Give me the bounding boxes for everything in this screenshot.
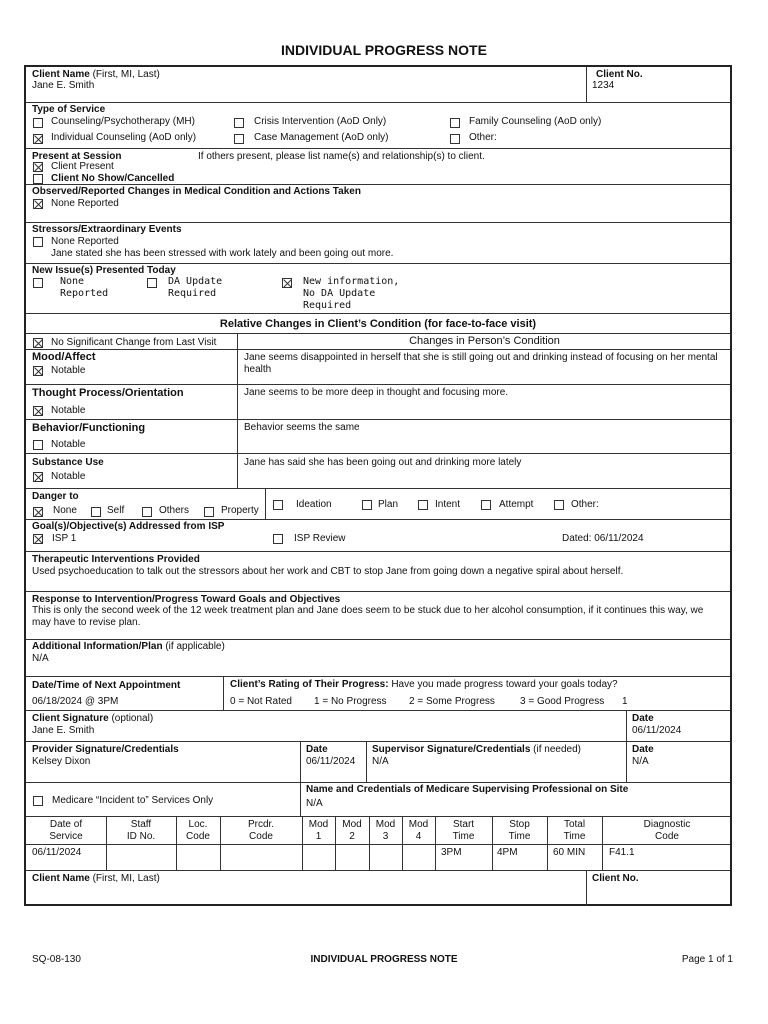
client-date-field[interactable]: 06/11/2024 xyxy=(632,725,682,736)
header-prcdr-code: Code xyxy=(249,831,273,842)
danger-other-checkbox[interactable] xyxy=(554,500,564,510)
ideation-checkbox[interactable] xyxy=(273,500,283,510)
behavior-text[interactable]: Behavior seems the same xyxy=(244,422,360,433)
client-name-field[interactable]: Jane E. Smith xyxy=(32,80,95,91)
thought-label: Thought Process/Orientation xyxy=(32,387,184,399)
others-present-hint: If others present, please list name(s) and relationship(s) to client. xyxy=(198,151,485,162)
type-of-service-section xyxy=(26,103,730,149)
rating-option-3: 3 = Good Progress xyxy=(520,696,605,707)
supervisor-signature-hint: (if needed) xyxy=(533,744,581,755)
danger-property-label: Property xyxy=(221,505,259,516)
mood-label: Mood/Affect xyxy=(32,351,96,363)
client-no-label: Client No. xyxy=(596,69,643,80)
header-mod4-num: 4 xyxy=(415,831,422,842)
supervisor-signature-label: Supervisor Signature/Credentials xyxy=(372,744,531,755)
present-at-session-label: Present at Session xyxy=(32,151,122,162)
header-mod2-num: 2 xyxy=(349,831,355,842)
intent-label: Intent xyxy=(435,499,461,510)
medicare-supervisor-label: Name and Credentials of Medicare Supervising Professional on Site xyxy=(306,784,629,795)
substance-label: Substance Use xyxy=(32,457,104,468)
bottom-client-name-label: Client Name xyxy=(32,873,90,884)
danger-property-checkbox[interactable] xyxy=(204,507,214,517)
additional-label: Additional Information/Plan xyxy=(32,641,163,652)
family-counseling-checkbox[interactable] xyxy=(450,118,460,128)
goals-row xyxy=(26,520,730,552)
supervisor-date-field[interactable]: N/A xyxy=(632,756,649,767)
rating-label: Client’s Rating of Their Progress: xyxy=(230,679,389,690)
plan-label: Plan xyxy=(378,499,399,510)
no-significant-change-label: No Significant Change from Last Visit xyxy=(51,337,217,348)
response-text[interactable]: This is only the second week of the 12 week treatment plan and Jane does seem to be stuck due to her alcohol consumption, if it continues this way, we may have to revise plan. xyxy=(32,605,704,628)
rating-option-2: 2 = Some Progress xyxy=(409,696,495,707)
family-counseling-label: Family Counseling (AoD only) xyxy=(469,116,602,127)
client-name-label: Client Name xyxy=(32,69,90,80)
isp-checkbox[interactable] xyxy=(33,534,43,544)
header-total: Total xyxy=(563,819,586,830)
header-stop: Stop xyxy=(509,819,530,830)
next-appointment-value[interactable]: 06/18/2024 @ 3PM xyxy=(32,696,119,707)
header-service: Service xyxy=(49,831,83,842)
cell-total-time[interactable]: 60 MIN xyxy=(553,847,586,858)
attempt-checkbox[interactable] xyxy=(481,500,491,510)
behavior-label: Behavior/Functioning xyxy=(32,422,146,434)
header-mod1-num: 1 xyxy=(315,831,322,842)
no-change-row xyxy=(26,334,730,350)
header-mod3-num: 3 xyxy=(382,831,389,842)
provider-signature-label: Provider Signature/Credentials xyxy=(32,744,179,755)
thought-notable-label: Notable xyxy=(51,405,86,416)
substance-notable-checkbox[interactable] xyxy=(33,472,43,482)
client-no-field[interactable]: 1234 xyxy=(592,80,615,91)
appointment-rating-row xyxy=(26,677,730,711)
issues-no-da-label: No DA Update xyxy=(303,288,376,299)
isp-review-label: ISP Review xyxy=(294,533,346,544)
header-diagnostic: Diagnostic xyxy=(643,819,691,830)
header-mod3: Mod xyxy=(375,819,396,830)
provider-signature-field[interactable]: Kelsey Dixon xyxy=(32,756,91,767)
issues-da-required-label: Required xyxy=(168,288,217,299)
behavior-row xyxy=(26,420,730,454)
danger-others-checkbox[interactable] xyxy=(142,507,152,517)
counseling-label: Counseling/Psychotherapy (MH) xyxy=(51,116,195,127)
other-service-checkbox[interactable] xyxy=(450,134,460,144)
additional-text[interactable]: N/A xyxy=(32,653,49,664)
individual-counseling-checkbox[interactable] xyxy=(33,134,43,144)
client-row xyxy=(26,67,730,103)
behavior-notable-checkbox[interactable] xyxy=(33,440,43,450)
stressors-section xyxy=(26,223,730,264)
client-name-hint: (First, MI, Last) xyxy=(92,69,160,80)
rating-value[interactable]: 1 xyxy=(622,696,628,707)
interventions-section xyxy=(26,552,730,592)
client-signature-hint: (optional) xyxy=(111,713,154,724)
medicare-supervisor-field[interactable]: N/A xyxy=(306,798,323,809)
issues-new-info-checkbox[interactable] xyxy=(282,278,292,288)
response-label: Response to Intervention/Progress Toward Goals and Objectives xyxy=(32,594,341,605)
client-no-show-label: Client No Show/Cancelled xyxy=(51,173,175,184)
supervisor-date-label: Date xyxy=(632,744,654,755)
mood-notable-label: Notable xyxy=(51,365,86,376)
supervisor-signature-field[interactable]: N/A xyxy=(372,756,389,767)
response-section xyxy=(26,592,730,640)
next-appointment-label: Date/Time of Next Appointment xyxy=(32,680,181,691)
danger-row xyxy=(26,489,730,520)
new-issues-section xyxy=(26,264,730,314)
stressors-none-reported-checkbox[interactable] xyxy=(33,237,43,247)
header-date-of: Date of xyxy=(49,819,83,830)
service-table-header xyxy=(26,817,730,845)
medical-none-reported-label: None Reported xyxy=(51,198,119,209)
header-stop-time: Time xyxy=(508,831,531,842)
counseling-checkbox[interactable] xyxy=(33,118,43,128)
mood-row xyxy=(26,350,730,385)
header-mod1: Mod xyxy=(308,819,329,830)
header-staff: Staff xyxy=(130,819,152,830)
document-title: INDIVIDUAL PROGRESS NOTE xyxy=(281,42,487,58)
medical-none-reported-checkbox[interactable] xyxy=(33,199,43,209)
plan-checkbox[interactable] xyxy=(362,500,372,510)
thought-notable-checkbox[interactable] xyxy=(33,406,43,416)
cell-date-of-service[interactable]: 06/11/2024 xyxy=(32,847,82,858)
issues-da-update-label: DA Update xyxy=(168,276,223,287)
issues-reported-label: Reported xyxy=(60,288,109,299)
provider-date-label: Date xyxy=(306,744,328,755)
header-id-no: ID No. xyxy=(126,831,156,842)
issues-none-label: None xyxy=(60,276,85,287)
client-no-show-checkbox[interactable] xyxy=(33,174,43,184)
provider-row xyxy=(26,742,730,783)
cell-start-time[interactable]: 3PM xyxy=(441,847,462,858)
case-management-checkbox[interactable] xyxy=(234,134,244,144)
interventions-label: Therapeutic Interventions Provided xyxy=(32,554,200,565)
stressors-text[interactable]: Jane stated she has been stressed with work lately and been going out more. xyxy=(51,248,394,259)
type-of-service-label: Type of Service xyxy=(32,104,106,115)
isp-dated[interactable]: Dated: 06/11/2024 xyxy=(562,533,644,544)
header-diagnostic-code: Code xyxy=(655,831,679,842)
mood-notable-checkbox[interactable] xyxy=(33,366,43,376)
attempt-label: Attempt xyxy=(499,499,534,510)
rating-option-1: 1 = No Progress xyxy=(314,696,387,707)
issues-da-update-checkbox[interactable] xyxy=(147,278,157,288)
client-present-label: Client Present xyxy=(51,161,114,172)
additional-hint: (if applicable) xyxy=(165,641,225,652)
medicare-checkbox[interactable] xyxy=(33,796,43,806)
crisis-intervention-checkbox[interactable] xyxy=(234,118,244,128)
substance-row xyxy=(26,454,730,489)
header-start: Start xyxy=(452,819,475,830)
cell-diagnostic-code[interactable]: F41.1 xyxy=(609,847,635,858)
medical-changes-label: Observed/Reported Changes in Medical Condition and Actions Taken xyxy=(32,186,361,197)
medicare-row xyxy=(26,783,730,817)
header-loc: Loc. xyxy=(188,819,208,830)
service-table-row xyxy=(26,845,730,871)
issues-required-label: Required xyxy=(303,300,352,311)
substance-notable-label: Notable xyxy=(51,471,86,482)
bottom-client-name-hint: (First, MI, Last) xyxy=(92,873,160,884)
relative-changes-heading-row xyxy=(26,314,730,334)
issues-new-info-label: New information, xyxy=(303,276,400,287)
stressors-none-reported-label: None Reported xyxy=(51,236,119,247)
danger-other-label: Other: xyxy=(571,499,599,510)
individual-counseling-label: Individual Counseling (AoD only) xyxy=(51,132,197,143)
no-significant-change-checkbox[interactable] xyxy=(33,338,43,348)
danger-label: Danger to xyxy=(32,491,79,502)
goals-label: Goal(s)/Objective(s) Addressed from ISP xyxy=(32,521,225,532)
isp-review-checkbox[interactable] xyxy=(273,534,283,544)
header-mod2: Mod xyxy=(342,819,362,830)
changes-in-condition-header: Changes in Person’s Condition xyxy=(409,335,560,347)
cell-stop-time[interactable]: 4PM xyxy=(497,847,518,858)
client-signature-label: Client Signature xyxy=(32,713,109,724)
danger-self-checkbox[interactable] xyxy=(91,507,101,517)
crisis-intervention-label: Crisis Intervention (AoD Only) xyxy=(254,116,387,127)
bottom-client-row xyxy=(26,871,730,906)
intent-checkbox[interactable] xyxy=(418,500,428,510)
footer-title: INDIVIDUAL PROGRESS NOTE xyxy=(310,954,458,965)
additional-section xyxy=(26,640,730,677)
header-loc-code: Code xyxy=(186,831,210,842)
medicare-label: Medicare “Incident to” Services Only xyxy=(52,795,214,806)
header-start-time: Time xyxy=(452,831,475,842)
rating-option-0: 0 = Not Rated xyxy=(230,696,292,707)
thought-row xyxy=(26,385,730,420)
present-at-session-section xyxy=(26,149,730,185)
danger-self-label: Self xyxy=(107,505,125,516)
behavior-notable-label: Notable xyxy=(51,439,86,450)
footer-form-code: SQ-08-130 xyxy=(32,954,81,965)
header-total-time: Time xyxy=(563,831,586,842)
client-date-label: Date xyxy=(632,713,654,724)
progress-note-form xyxy=(24,65,732,906)
substance-text[interactable]: Jane has said she has been going out and drinking more lately xyxy=(244,457,522,468)
provider-date-field[interactable]: 06/11/2024 xyxy=(306,756,356,767)
stressors-label: Stressors/Extraordinary Events xyxy=(32,224,182,235)
client-present-checkbox[interactable] xyxy=(33,162,43,172)
interventions-text[interactable]: Used psychoeducation to talk out the stressors about her work and CBT to stop Jane from going down a negative spiral about herself. xyxy=(32,566,624,577)
ideation-label: Ideation xyxy=(296,499,332,510)
new-issues-label: New Issue(s) Presented Today xyxy=(32,265,176,276)
other-service-label: Other: xyxy=(469,132,497,143)
case-management-label: Case Management (AoD only) xyxy=(254,132,389,143)
thought-text[interactable]: Jane seems to be more deep in thought and focusing more. xyxy=(244,387,509,398)
bottom-client-no-label: Client No. xyxy=(592,873,639,884)
header-mod4: Mod xyxy=(408,819,429,830)
client-signature-row xyxy=(26,711,730,742)
mood-text[interactable]: Jane seems disappointed in herself that she is still going out and drinking instead of focusing on her mental health xyxy=(244,352,718,375)
issues-none-checkbox[interactable] xyxy=(33,278,43,288)
isp-label: ISP 1 xyxy=(52,533,77,544)
medical-changes-section xyxy=(26,185,730,223)
danger-others-label: Others xyxy=(159,505,190,516)
header-prcdr: Prcdr. xyxy=(247,819,275,830)
client-signature-field[interactable]: Jane E. Smith xyxy=(32,725,95,736)
rating-question: Have you made progress toward your goals today? xyxy=(391,679,618,690)
footer-page-number: Page 1 of 1 xyxy=(681,954,733,965)
danger-none-label: None xyxy=(53,505,77,516)
relative-changes-heading: Relative Changes in Client’s Condition (for face-to-face visit) xyxy=(219,318,537,330)
danger-none-checkbox[interactable] xyxy=(33,507,43,517)
